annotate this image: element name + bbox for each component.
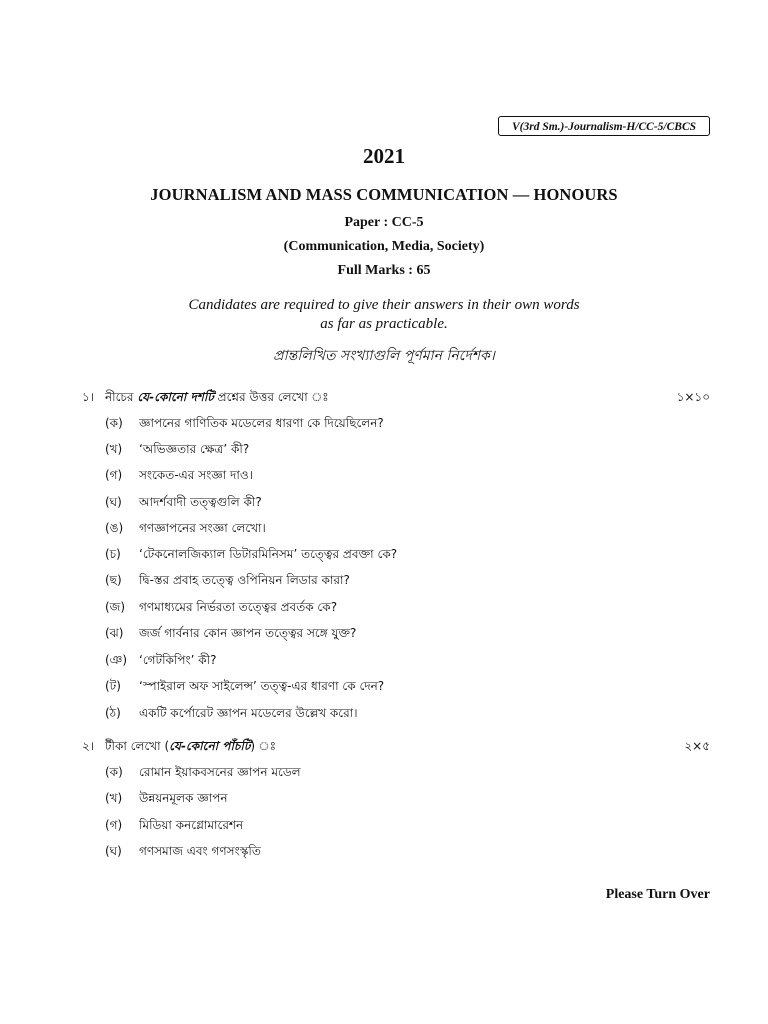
question-1-number: ১। <box>82 390 95 404</box>
question-2-emphasis: যে-কোনো পাঁচটি <box>169 739 251 753</box>
question-1-item <box>0 546 768 566</box>
question-1-prefix: নীচের <box>105 390 138 404</box>
question-2-heading <box>105 738 276 758</box>
question-1-item <box>0 520 768 540</box>
question-1-item <box>0 599 768 619</box>
item-text: জ্ঞাপনের গাণিতিক মডেলের ধারণা কে দিয়েছিলেন? <box>139 416 384 430</box>
question-2-item <box>0 843 768 863</box>
marks-note: প্রান্তলিখিত সংখ্যাগুলি পূর্ণমান নির্দেশক। <box>273 348 495 364</box>
item-text: ‘স্পাইরাল অফ সাইলেন্স’ তত্ত্ব-এর ধারণা কে দেন? <box>139 679 385 693</box>
question-2-item <box>0 817 768 837</box>
item-label: (গ) <box>105 818 123 832</box>
item-text: গণজ্ঞাপনের সংজ্ঞা লেখো। <box>139 521 266 535</box>
item-text: রোমান ইয়াকবসনের জ্ঞাপন মডেল <box>139 765 301 779</box>
question-2-number: ২। <box>82 739 95 753</box>
question-1-item <box>0 678 768 698</box>
question-2-marks: ২×৫ <box>684 739 710 753</box>
item-label: (ঞ) <box>105 653 128 667</box>
item-label: (ঝ) <box>105 626 124 640</box>
question-1-item <box>0 652 768 672</box>
item-text: ‘টেকনোলজিক্যাল ডিটারমিনিসম’ তত্ত্বের প্রবক্তা কে? <box>139 547 398 561</box>
item-label: (ক) <box>105 416 123 430</box>
item-label: (চ) <box>105 547 121 561</box>
paper-code-box: V(3rd Sm.)-Journalism-H/CC-5/CBCS <box>498 116 710 136</box>
question-1-heading <box>105 389 329 409</box>
item-text: গণসমাজ এবং গণসংস্কৃতি <box>139 844 261 858</box>
item-label: (খ) <box>105 442 123 456</box>
subject-title: JOURNALISM AND MASS COMMUNICATION — HONOURS <box>150 185 618 204</box>
instruction-line-2: as far as practicable. <box>320 316 448 332</box>
question-1-item <box>0 494 768 514</box>
question-1-item <box>0 625 768 645</box>
item-text: গণমাধ্যমের নির্ভরতা তত্ত্বের প্রবর্তক কে? <box>139 600 338 614</box>
item-text: দ্বি-স্তর প্রবাহ তত্ত্বে ওপিনিয়ন লিডার কারা? <box>139 573 350 587</box>
item-label: (ঘ) <box>105 844 122 858</box>
item-text: আদর্শবাদী তত্ত্বগুলি কী? <box>139 495 262 509</box>
item-label: (ঘ) <box>105 495 122 509</box>
item-label: (জ) <box>105 600 126 614</box>
question-1-item <box>0 572 768 592</box>
item-label: (খ) <box>105 791 123 805</box>
question-1-item <box>0 467 768 487</box>
paper-subtitle: (Communication, Media, Society) <box>283 239 485 254</box>
please-turn-over: Please Turn Over <box>605 887 710 902</box>
item-label: (গ) <box>105 468 123 482</box>
item-label: (ছ) <box>105 573 122 587</box>
item-label: (ঙ) <box>105 521 124 535</box>
question-1-suffix: প্রশ্নের উত্তর লেখো ঃ <box>213 390 329 404</box>
question-2-prefix: টীকা লেখো ( <box>105 739 170 753</box>
question-1-marks: ১×১০ <box>676 390 710 404</box>
item-label: (ক) <box>105 765 123 779</box>
question-1-emphasis: যে-কোনো দশটি <box>137 390 214 404</box>
item-text: জর্জ গার্বনার কোন জ্ঞাপন তত্ত্বের সঙ্গে যুক্ত? <box>139 626 357 640</box>
item-label: (ঠ) <box>105 706 121 720</box>
item-text: উন্নয়নমূলক জ্ঞাপন <box>139 791 228 805</box>
instruction-line-1: Candidates are required to give their answers in their own words <box>188 297 580 313</box>
item-text: ‘অভিজ্ঞতার ক্ষেত্র’ কী? <box>139 442 250 456</box>
question-2-item <box>0 790 768 810</box>
item-label: (ট) <box>105 679 121 693</box>
full-marks: Full Marks : 65 <box>337 263 431 278</box>
item-text: একটি কর্পোরেট জ্ঞাপন মডেলের উল্লেখ করো। <box>139 706 358 720</box>
question-1-item <box>0 415 768 435</box>
item-text: সংকেত-এর সংজ্ঞা দাও। <box>139 468 253 482</box>
question-1-item <box>0 705 768 725</box>
paper-number: Paper : CC-5 <box>344 215 424 230</box>
item-text: ‘গেটকিপিং’ কী? <box>139 653 217 667</box>
exam-year: 2021 <box>363 144 405 168</box>
question-1-item <box>0 441 768 461</box>
question-2-suffix: ) ঃ <box>250 739 277 753</box>
question-2-item <box>0 764 768 784</box>
item-text: মিডিয়া কনগ্লোমারেশন <box>139 818 244 832</box>
